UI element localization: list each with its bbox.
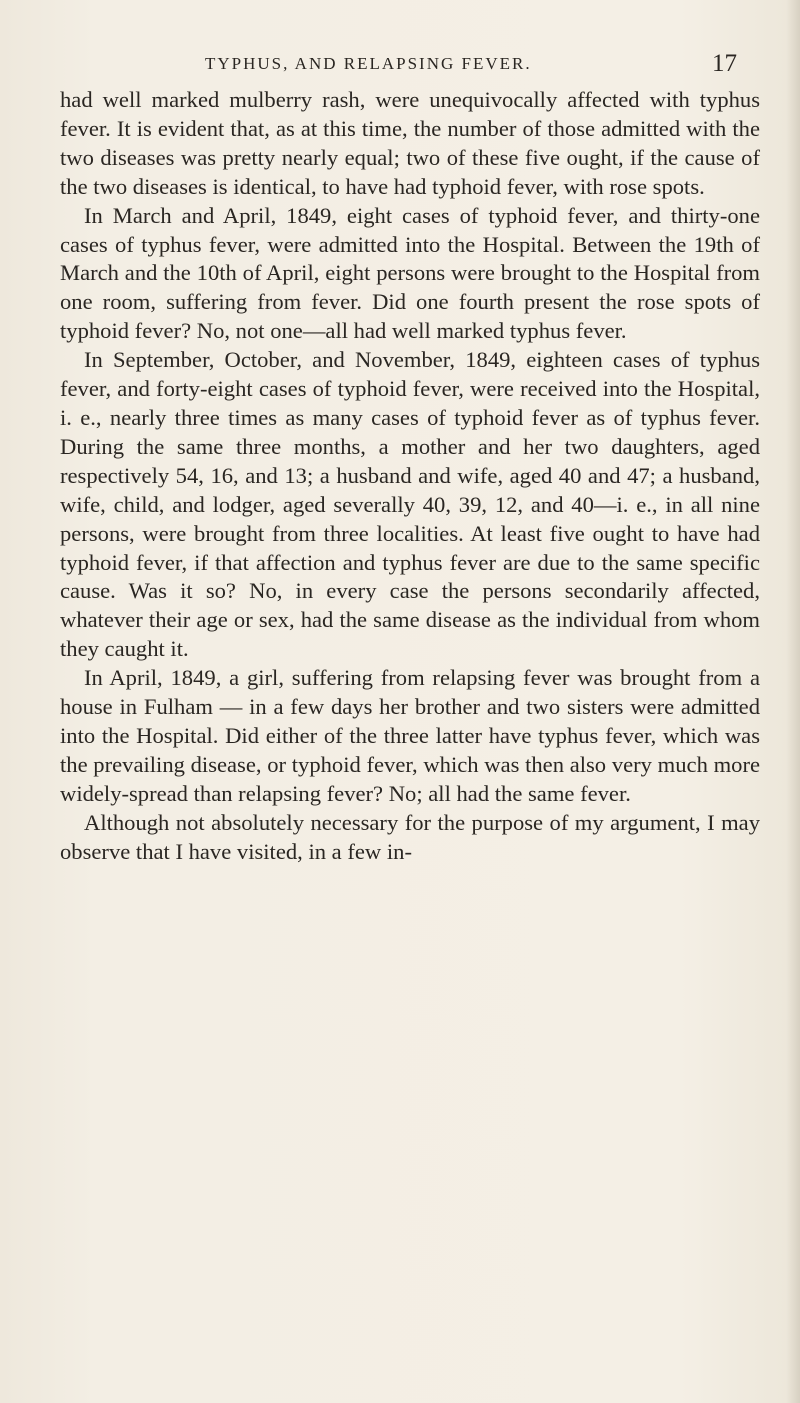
- paragraph-although: Although not absolutely necessary for the purpose of my argument, I may observe that I have visited, in a few in-: [60, 809, 760, 864]
- running-head: [0, 50, 800, 80]
- page-edge-shadow: [786, 0, 800, 1403]
- paragraph-april-1849-fulham: In April, 1849, a girl, suffering from relapsing fever was brought from a house in Fulham — in a few days her brother and two sisters were admitted into the Hospital. Did either of the three latter have typhus fever, which was the prevailing disease, or typhoid fever, which was then also very much more widely-spread than relapsing fever? No; all had the same fever.: [60, 665, 760, 806]
- running-title: TYPHUS, AND RELAPSING FEVER.: [205, 54, 532, 73]
- page-number: 17: [712, 50, 737, 77]
- body-text: [60, 86, 760, 866]
- paragraph-september-november-1849: In September, October, and November, 1849, eighteen cases of typhus fever, and forty-eight cases of typhoid fever, were received into the Hospital, i. e., nearly three times as many cases of typhoid fever as of typhus fever. During the same three months, a mother and her two daughters, aged respectively 54, 16, and 13; a husband and wife, aged 40 and 47; a husband, wife, child, and lodger, aged severally 40, 39, 12, and 40—i. e., in all nine persons, were brought from three localities. At least five ought to have had typhoid fever, if that affection and typhus fever are due to the same specific cause. Was it so? No, in every case the persons secondarily affected, whatever their age or sex, had the same disease as the individual from whom they caught it.: [60, 347, 760, 662]
- paragraph-march-april-1849: In March and April, 1849, eight cases of typhoid fever, and thirty-one cases of typhus fever, were admitted into the Hospital. Between the 19th of March and the 10th of April, eight persons were brought to the Hospital from one room, suffering from fever. Did one fourth present the rose spots of typhoid fever? No, not one—all had well marked typhus fever.: [60, 202, 760, 344]
- paragraph-continuation: had well marked mulberry rash, were unequivocally affected with typhus fever. It is evident that, as at this time, the number of those admitted with the two diseases was pretty nearly equal; two of these five ought, if the cause of the two diseases is identical, to have had typhoid fever, with rose spots.: [60, 87, 760, 199]
